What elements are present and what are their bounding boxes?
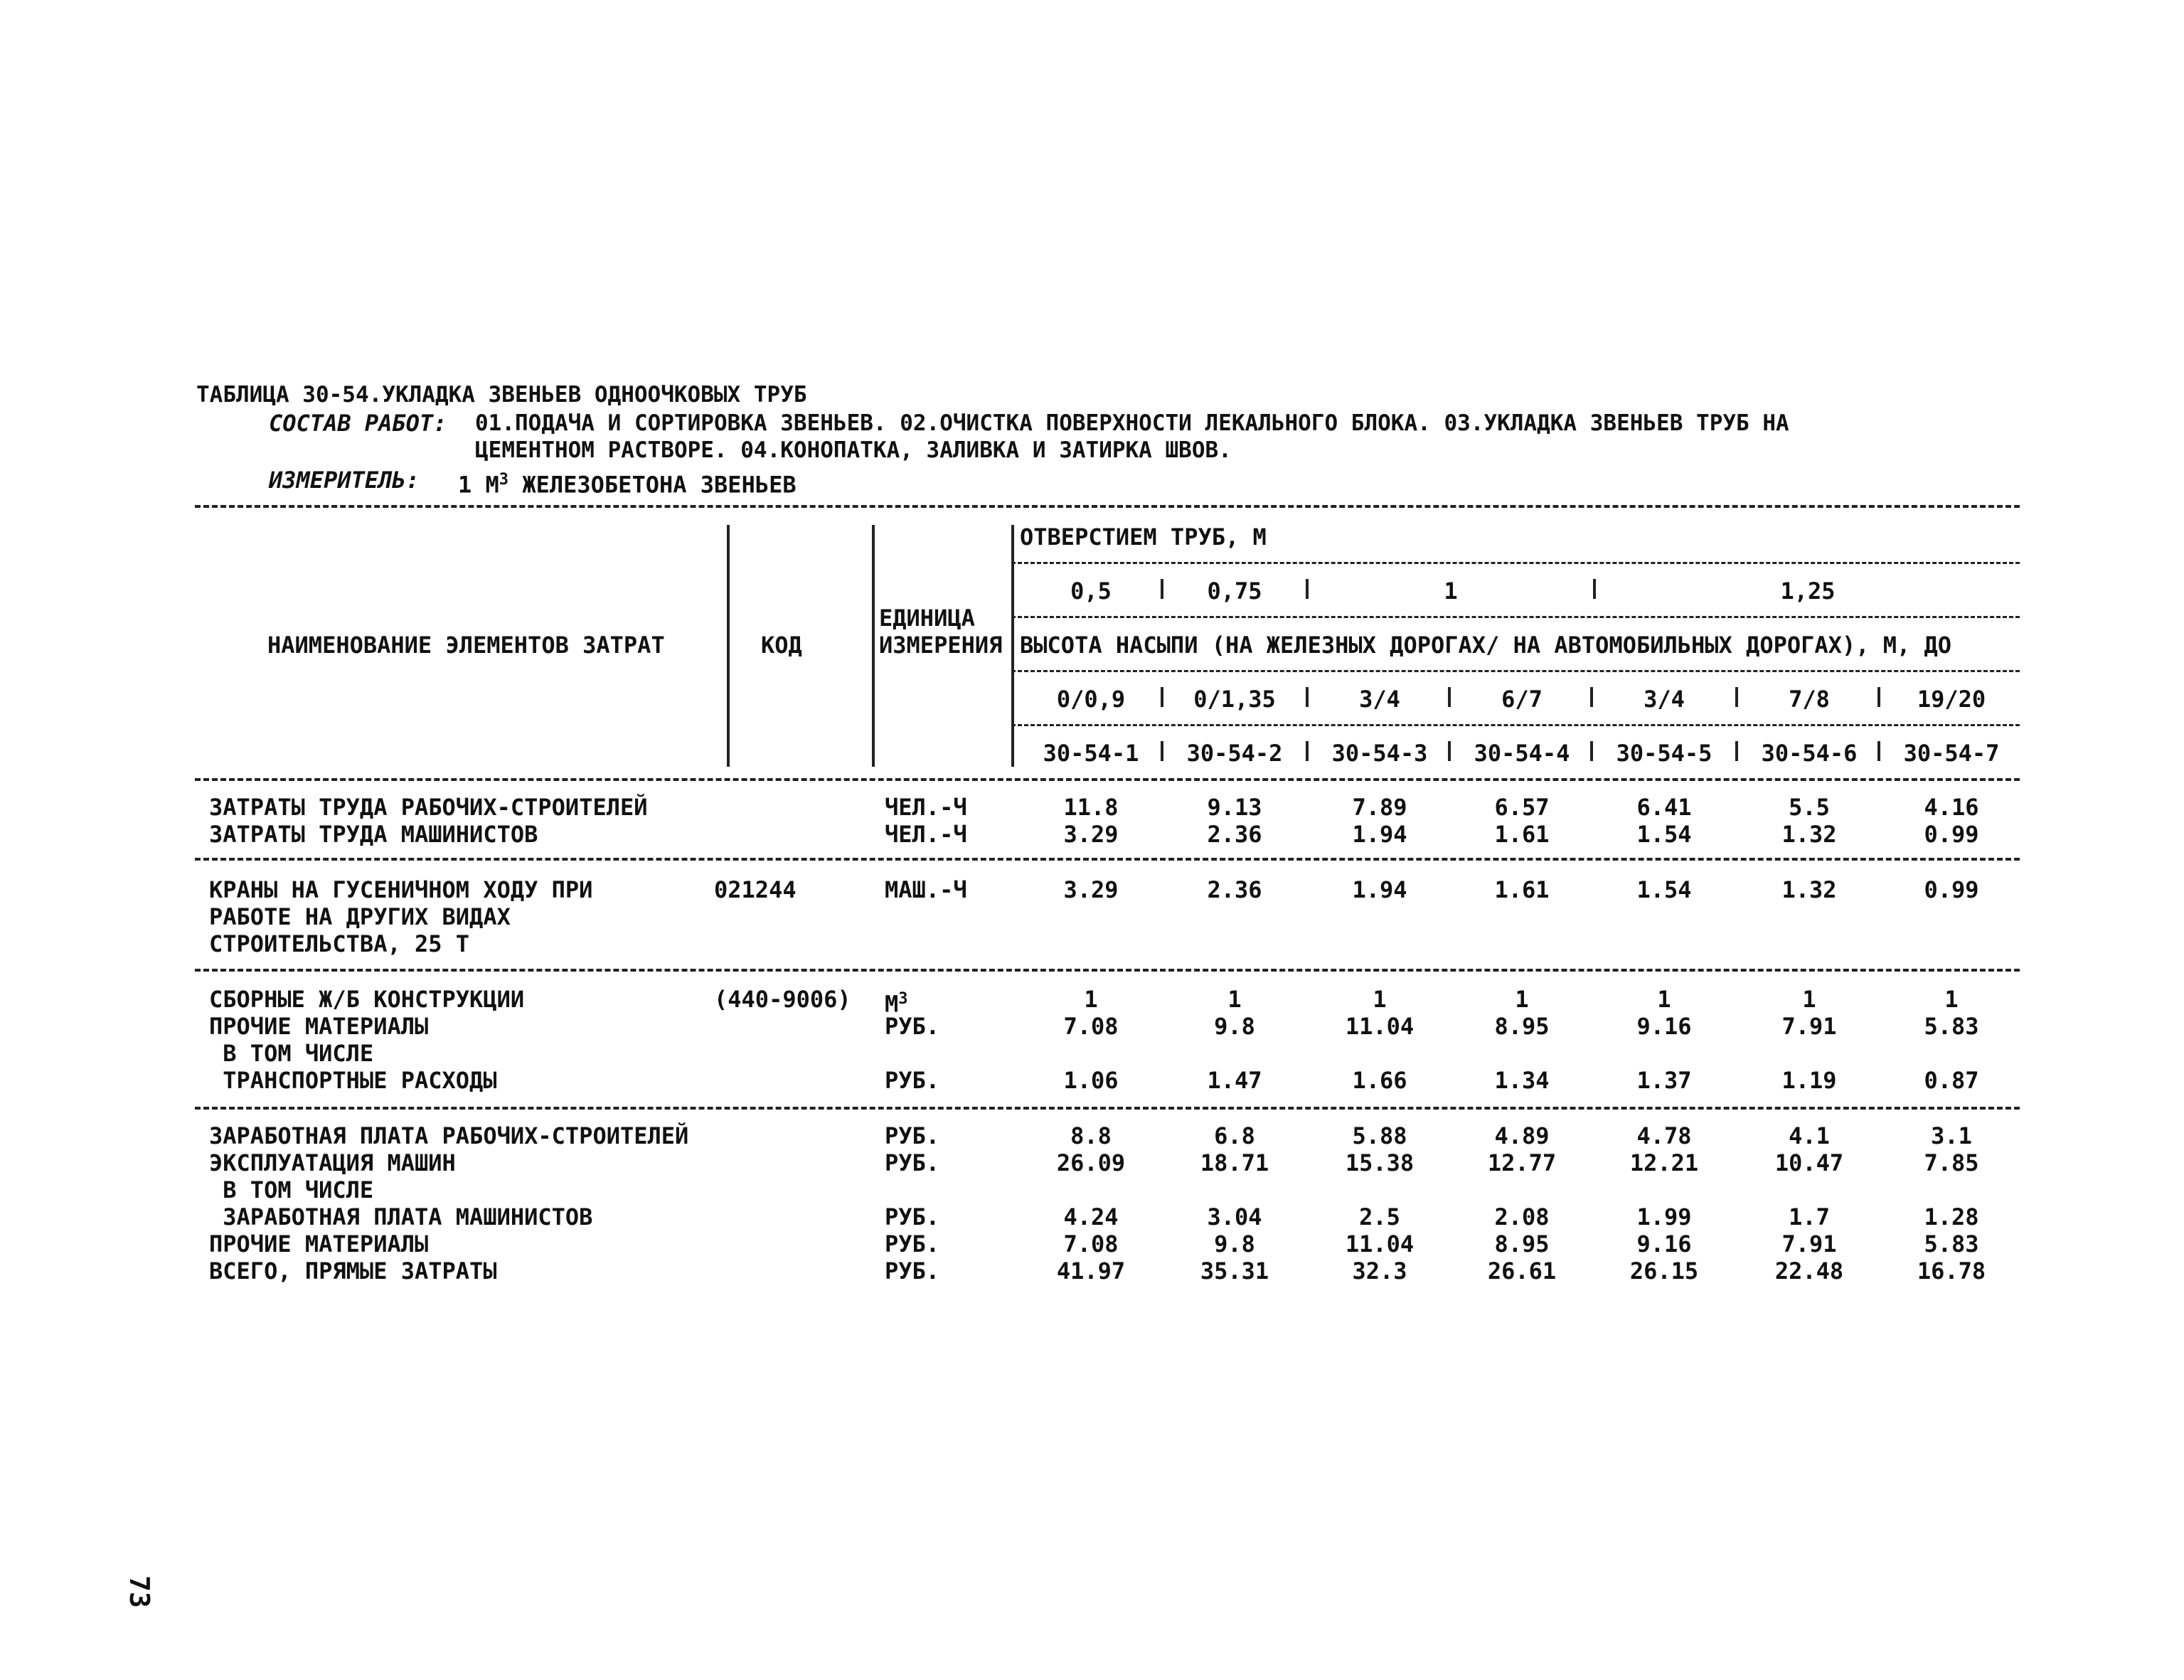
row-value: 1.66 xyxy=(1352,1067,1407,1094)
row-name: ЗАРАБОТНАЯ ПЛАТА МАШИНИСТОВ xyxy=(209,1203,593,1230)
row-unit: РУБ. xyxy=(885,1203,940,1230)
row-value: 1 xyxy=(1657,986,1671,1013)
row-value: 3.1 xyxy=(1931,1122,1972,1149)
row-value: 7.08 xyxy=(1063,1013,1119,1040)
rule-top xyxy=(195,505,2020,508)
row-value: 2.5 xyxy=(1359,1203,1400,1230)
row-value: 1 xyxy=(1084,986,1098,1013)
header-height-label: ВЫСОТА НАСЫПИ (НА ЖЕЛЕЗНЫХ ДОРОГАХ/ НА АВТОМОБИЛЬНЫХ ДОРОГАХ), М, ДО xyxy=(1020,632,1952,659)
row-name: ЗАТРАТЫ ТРУДА РАБОЧИХ-СТРОИТЕЛЕЙ xyxy=(209,794,648,821)
row-value: 16.78 xyxy=(1917,1258,1986,1285)
row-value: 9.16 xyxy=(1636,1230,1692,1258)
row-value: 0.87 xyxy=(1924,1067,1979,1094)
row-value: 1.34 xyxy=(1494,1067,1550,1094)
row-value: 0.99 xyxy=(1924,821,1979,848)
row-value: 3.04 xyxy=(1207,1203,1262,1230)
row-value: 26.15 xyxy=(1629,1258,1699,1285)
row-value: 11.8 xyxy=(1063,794,1119,821)
divider-code-unit xyxy=(872,525,875,767)
code-5: 30-54-5 xyxy=(1616,740,1712,767)
row-value: 1 xyxy=(1944,986,1959,1013)
row-unit: РУБ. xyxy=(885,1013,940,1040)
row-value: 7.08 xyxy=(1063,1230,1119,1258)
row-value: 1 xyxy=(1515,986,1529,1013)
row-value: 4.1 xyxy=(1789,1122,1830,1149)
code-1: 30-54-1 xyxy=(1043,740,1139,767)
row-value: 18.71 xyxy=(1200,1149,1269,1176)
row-value: 7.91 xyxy=(1781,1230,1837,1258)
row-value: 11.04 xyxy=(1345,1013,1415,1040)
row-value: 1 xyxy=(1227,986,1242,1013)
code-4: 30-54-4 xyxy=(1474,740,1570,767)
diameter-0-75: 0,75 xyxy=(1207,578,1262,605)
measure-label: ИЗМЕРИТЕЛЬ: xyxy=(269,467,420,494)
row-name: В ТОМ ЧИСЛЕ xyxy=(209,1176,374,1203)
row-value: 2.08 xyxy=(1494,1203,1550,1230)
row-value: 4.89 xyxy=(1494,1122,1550,1149)
row-value: 1.94 xyxy=(1352,876,1407,903)
row-value: 12.21 xyxy=(1629,1149,1699,1176)
header-unit-column-2: ИЗМЕРЕНИЯ xyxy=(879,632,1003,659)
header-name-column: НАИМЕНОВАНИЕ ЭЛЕМЕНТОВ ЗАТРАТ xyxy=(267,632,665,659)
row-value: 1.32 xyxy=(1781,876,1837,903)
row-name: ЗАТРАТЫ ТРУДА МАШИНИСТОВ xyxy=(209,821,538,848)
row-value: 1.32 xyxy=(1781,821,1837,848)
row-value: 11.04 xyxy=(1345,1230,1415,1258)
work-composition-line-2: ЦЕМЕНТНОМ РАСТВОРЕ. 04.КОНОПАТКА, ЗАЛИВКА И ЗАТИРКА ШВОВ. xyxy=(475,437,1232,463)
row-value: 4.16 xyxy=(1924,794,1979,821)
row-name: В ТОМ ЧИСЛЕ xyxy=(209,1040,374,1067)
row-value: 6.57 xyxy=(1494,794,1550,821)
table-title: ТАБЛИЦА 30-54.УКЛАДКА ЗВЕНЬЕВ ОДНООЧКОВЫХ ТРУБ xyxy=(196,382,807,408)
row-unit: РУБ. xyxy=(885,1122,940,1149)
row-unit: РУБ. xyxy=(885,1149,940,1176)
row-name: СБОРНЫЕ Ж/Б КОНСТРУКЦИИ xyxy=(209,986,525,1013)
row-value: 4.24 xyxy=(1063,1203,1119,1230)
row-value: 8.95 xyxy=(1494,1230,1550,1258)
row-value: 3.29 xyxy=(1063,876,1119,903)
row-name: КРАНЫ НА ГУСЕНИЧНОМ ХОДУ ПРИ xyxy=(209,876,593,903)
height-separator xyxy=(1877,687,1880,707)
row-value: 0.99 xyxy=(1924,876,1979,903)
code-separator xyxy=(1161,741,1163,761)
row-value: 41.97 xyxy=(1056,1258,1126,1285)
height-5: 3/4 xyxy=(1644,686,1685,713)
row-value: 26.09 xyxy=(1056,1149,1126,1176)
row-value: 5.83 xyxy=(1924,1013,1979,1040)
row-value: 5.83 xyxy=(1924,1230,1979,1258)
row-value: 35.31 xyxy=(1200,1258,1269,1285)
row-value: 6.8 xyxy=(1214,1122,1255,1149)
code-separator xyxy=(1448,741,1451,761)
row-unit: РУБ. xyxy=(885,1230,940,1258)
height-separator xyxy=(1448,687,1451,707)
page-number: 73 xyxy=(124,1575,155,1608)
header-diameter-label: ОТВЕРСТИЕМ ТРУБ, М xyxy=(1020,523,1267,551)
height-separator xyxy=(1735,687,1738,707)
row-value: 2.36 xyxy=(1207,876,1262,903)
row-name: ТРАНСПОРТНЫЕ РАСХОДЫ xyxy=(209,1067,497,1094)
row-value: 9.13 xyxy=(1207,794,1262,821)
work-composition-label: СОСТАВ РАБОТ: xyxy=(269,410,447,437)
row-value: 1.99 xyxy=(1636,1203,1692,1230)
row-value: 4.78 xyxy=(1636,1122,1692,1149)
height-6: 7/8 xyxy=(1789,686,1830,713)
row-unit: $М^3$ xyxy=(885,990,908,1018)
row-name: РАБОТЕ НА ДРУГИХ ВИДАХ xyxy=(209,903,511,930)
code-separator xyxy=(1735,741,1738,761)
diameter-1-25: 1,25 xyxy=(1780,578,1836,605)
row-value: 8.8 xyxy=(1070,1122,1112,1149)
row-value: 1.06 xyxy=(1063,1067,1119,1094)
height-separator xyxy=(1161,687,1163,707)
code-3: 30-54-3 xyxy=(1331,740,1428,767)
row-value: 1.7 xyxy=(1789,1203,1830,1230)
row-value: 1.28 xyxy=(1924,1203,1979,1230)
rule-header-3 xyxy=(1011,670,2020,672)
row-unit: РУБ. xyxy=(885,1067,940,1094)
height-1: 0/0,9 xyxy=(1056,686,1126,713)
row-value: 1.54 xyxy=(1636,821,1692,848)
row-value: 1.61 xyxy=(1494,821,1550,848)
row-value: 1.54 xyxy=(1636,876,1692,903)
row-value: 1.94 xyxy=(1352,821,1407,848)
divider-unit-values xyxy=(1011,525,1014,767)
code-6: 30-54-6 xyxy=(1761,740,1858,767)
row-value: 1.19 xyxy=(1781,1067,1837,1094)
code-separator xyxy=(1877,741,1880,761)
row-value: 7.85 xyxy=(1924,1149,1979,1176)
row-value: 7.89 xyxy=(1352,794,1407,821)
rule-group-3 xyxy=(195,1107,2020,1110)
row-code: (440-9006) xyxy=(714,986,851,1013)
row-value: 15.38 xyxy=(1345,1149,1415,1176)
code-2: 30-54-2 xyxy=(1186,740,1283,767)
rule-header-1 xyxy=(1011,562,2020,564)
height-7: 19/20 xyxy=(1917,686,1986,713)
row-value: 22.48 xyxy=(1774,1258,1844,1285)
row-name: ЭКСПЛУАТАЦИЯ МАШИН xyxy=(209,1149,456,1176)
row-value: 5.88 xyxy=(1352,1122,1407,1149)
row-value: 1 xyxy=(1802,986,1816,1013)
row-unit: МАШ.-Ч xyxy=(885,876,967,903)
height-4: 6/7 xyxy=(1501,686,1543,713)
height-3: 3/4 xyxy=(1359,686,1400,713)
row-value: 3.29 xyxy=(1063,821,1119,848)
code-separator xyxy=(1306,741,1309,761)
rule-header-2 xyxy=(1011,616,2020,618)
row-value: 1 xyxy=(1373,986,1387,1013)
height-2: 0/1,35 xyxy=(1193,686,1276,713)
rule-header-bottom xyxy=(195,778,2020,781)
row-unit: ЧЕЛ.-Ч xyxy=(885,794,967,821)
rule-group-2 xyxy=(195,969,2020,972)
rule-group-1 xyxy=(195,858,2020,861)
height-separator xyxy=(1306,687,1309,707)
row-value: 9.8 xyxy=(1214,1013,1255,1040)
diameter-1: 1 xyxy=(1444,578,1458,605)
row-value: 10.47 xyxy=(1774,1149,1844,1176)
measure-value: 1 $М^3$ ЖЕЛЕЗОБЕТОНА ЗВЕНЬЕВ xyxy=(458,471,797,499)
row-name: ВСЕГО, ПРЯМЫЕ ЗАТРАТЫ xyxy=(209,1258,497,1285)
row-value: 32.3 xyxy=(1352,1258,1407,1285)
row-code: 021244 xyxy=(714,876,797,903)
row-value: 8.95 xyxy=(1494,1013,1550,1040)
row-value: 9.16 xyxy=(1636,1013,1692,1040)
header-code-column: КОД xyxy=(761,632,802,659)
code-separator xyxy=(1590,741,1593,761)
header-unit-column-1: ЕДИНИЦА xyxy=(879,605,975,632)
row-name: ЗАРАБОТНАЯ ПЛАТА РАБОЧИХ-СТРОИТЕЛЕЙ xyxy=(209,1122,689,1149)
row-value: 1.61 xyxy=(1494,876,1550,903)
height-separator xyxy=(1590,687,1593,707)
row-value: 26.61 xyxy=(1487,1258,1557,1285)
row-value: 2.36 xyxy=(1207,821,1262,848)
row-name: ПРОЧИЕ МАТЕРИАЛЫ xyxy=(209,1230,429,1258)
row-unit: ЧЕЛ.-Ч xyxy=(885,821,967,848)
row-value: 1.37 xyxy=(1636,1067,1692,1094)
row-value: 9.8 xyxy=(1214,1230,1255,1258)
diameter-0-5: 0,5 xyxy=(1070,578,1112,605)
work-composition-line-1: 01.ПОДАЧА И СОРТИРОВКА ЗВЕНЬЕВ. 02.ОЧИСТКА ПОВЕРХНОСТИ ЛЕКАЛЬНОГО БЛОКА. 03.УКЛАДКА ЗВЕНЬЕВ ТРУБ НА xyxy=(475,410,1789,436)
row-value: 12.77 xyxy=(1487,1149,1557,1176)
row-name: ПРОЧИЕ МАТЕРИАЛЫ xyxy=(209,1013,429,1040)
row-value: 7.91 xyxy=(1781,1013,1837,1040)
row-value: 5.5 xyxy=(1789,794,1830,821)
rule-header-4 xyxy=(1011,724,2020,726)
row-value: 1.47 xyxy=(1207,1067,1262,1094)
divider-name-code xyxy=(727,525,730,767)
code-7: 30-54-7 xyxy=(1903,740,2000,767)
row-value: 6.41 xyxy=(1636,794,1692,821)
row-unit: РУБ. xyxy=(885,1258,940,1285)
row-name: СТРОИТЕЛЬСТВА, 25 Т xyxy=(209,930,470,957)
